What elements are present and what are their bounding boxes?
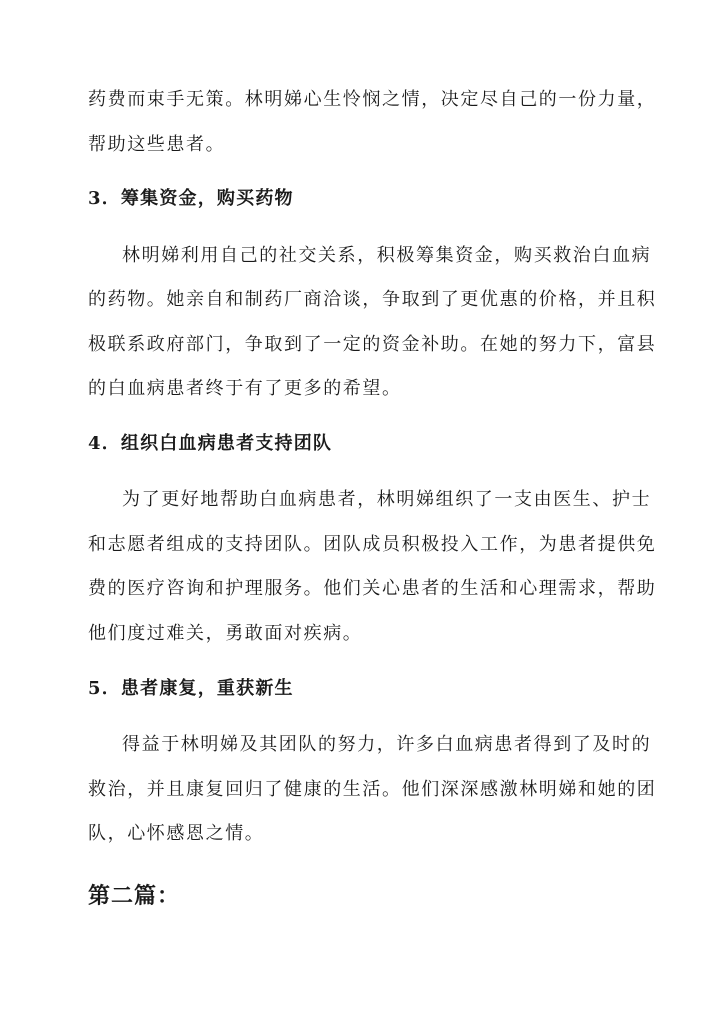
paragraph-line: 极联系政府部门，争取到了一定的资金补助。在她的努力下，富县 bbox=[88, 334, 657, 355]
paragraph-line: 帮助这些患者。 bbox=[88, 134, 226, 155]
paragraph-line: 得益于林明娣及其团队的努力，许多白血病患者得到了及时的 bbox=[122, 734, 652, 755]
paragraph-line: 的药物。她亲自和制药厂商洽谈，争取到了更优惠的价格，并且积 bbox=[88, 289, 657, 310]
paragraph-line: 救治，并且康复回归了健康的生活。他们深深感激林明娣和她的团 bbox=[88, 779, 657, 800]
paragraph-line: 和志愿者组成的支持团队。团队成员积极投入工作，为患者提供免 bbox=[88, 534, 657, 555]
paragraph-line: 他们度过难关，勇敢面对疾病。 bbox=[88, 623, 363, 644]
paragraph-line: 为了更好地帮助白血病患者，林明娣组织了一支由医生、护士 bbox=[122, 489, 652, 510]
paragraph-line: 队，心怀感恩之情。 bbox=[88, 823, 265, 844]
section-heading-3: 3．筹集资金，购买药物 bbox=[88, 188, 294, 209]
paragraph-line: 费的医疗咨询和护理服务。他们关心患者的生活和心理需求，帮助 bbox=[88, 578, 657, 599]
section-heading-5: 5．患者康复，重获新生 bbox=[88, 678, 294, 699]
paragraph-line: 林明娣利用自己的社交关系，积极筹集资金，购买救治白血病 bbox=[122, 245, 652, 266]
part-title: 第二篇： bbox=[88, 883, 181, 909]
paragraph-line: 的白血病患者终于有了更多的希望。 bbox=[88, 378, 402, 399]
paragraph-line: 药费而束手无策。林明娣心生怜悯之情，决定尽自己的一份力量， bbox=[88, 89, 657, 110]
section-heading-4: 4．组织白血病患者支持团队 bbox=[88, 433, 333, 454]
